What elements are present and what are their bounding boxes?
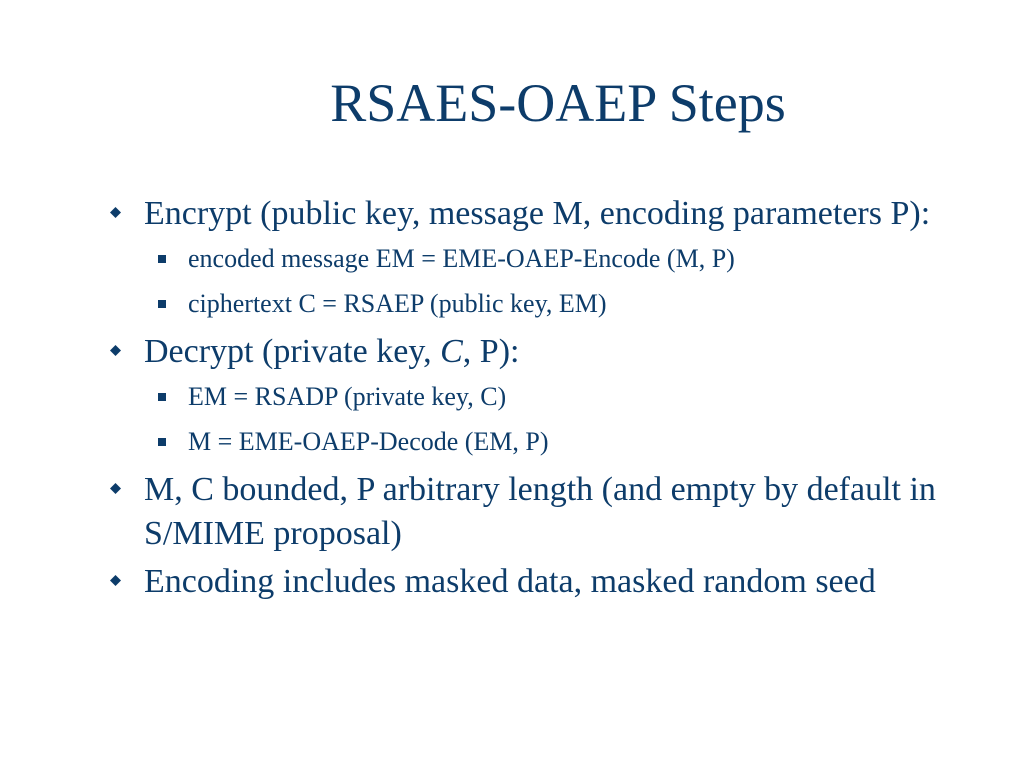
sub-bullet-text: encoded message EM = EME-OAEP-Encode (M, P): [188, 244, 735, 273]
bullet-bounded: [106, 468, 936, 556]
diamond-bullet-icon: [110, 207, 121, 218]
sub-bullet-encode: [106, 240, 936, 278]
bullet-decrypt: [106, 330, 936, 374]
bullet-text-italic: C: [440, 333, 463, 370]
sub-bullet-text: M = EME-OAEP-Decode (EM, P): [188, 427, 549, 456]
square-bullet-icon: [158, 393, 166, 401]
bullet-text: M, C bounded, P arbitrary length (and empty by default in S/MIME proposal): [144, 471, 936, 552]
sub-bullet-decode: [106, 423, 936, 461]
bullet-text: Encoding includes masked data, masked random seed: [144, 563, 876, 600]
diamond-bullet-icon: [110, 345, 121, 356]
sub-bullet-text: ciphertext C = RSAEP (public key, EM): [188, 289, 607, 318]
bullet-encrypt: [106, 192, 936, 236]
slide-body: [106, 192, 936, 608]
sub-bullet-rsadp: [106, 378, 936, 416]
slide-title: RSAES-OAEP Steps: [330, 73, 786, 133]
bullet-text-before: Decrypt (private key,: [144, 333, 441, 370]
square-bullet-icon: [158, 300, 166, 308]
sub-bullet-text: EM = RSADP (private key, C): [188, 382, 507, 411]
sub-bullet-ciphertext: [106, 285, 936, 323]
bullet-encoding: [106, 560, 936, 604]
bullet-text: Encrypt (public key, message M, encoding parameters P):: [144, 195, 931, 232]
bullet-text-after: , P):: [462, 333, 520, 370]
square-bullet-icon: [158, 255, 166, 263]
diamond-bullet-icon: [110, 483, 121, 494]
square-bullet-icon: [158, 438, 166, 446]
diamond-bullet-icon: [110, 575, 121, 586]
